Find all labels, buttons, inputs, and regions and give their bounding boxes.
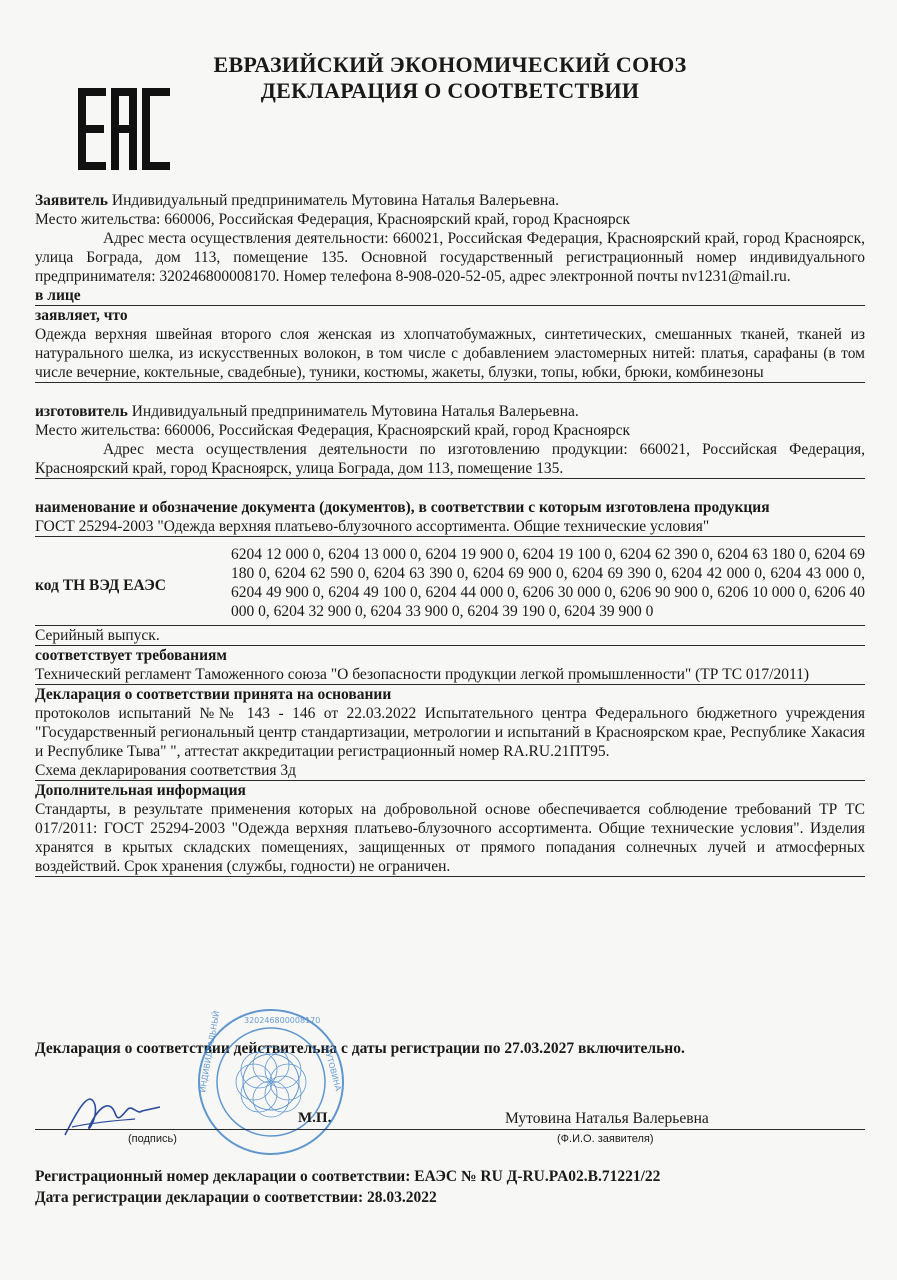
applicant-line [35, 191, 865, 210]
serial-release: Серийный выпуск. [35, 626, 865, 646]
tn-ved-codes: 6204 12 000 0, 6204 13 000 0, 6204 19 900 0, 6204 19 100 0, 6204 62 390 0, 6204 63 180 0, 6204 69 180 0, 6204 62 590 0, 6204 63 390 0, 6204 69 900 0, 6204 69 390 0, 6204 42 000 0, 6204 43 000 0, 6204 49 900 0, 6204 49 100 0, 6204 44 000 0, 6206 30 000 0, 6206 90 900 0, 6206 10 000 0, 6206 40 000 0, 6204 32 900 0, 6204 33 900 0, 6204 39 190 0, 6204 39 900 0 [231, 546, 865, 620]
validity-statement: Декларация о соответствии действительна с даты регистрации по 27.03.2027 включительно. [35, 1040, 685, 1057]
manufacturer-name: Индивидуальный предприниматель Мутовина Наталья Валерьевна. [127, 403, 579, 420]
basis-scheme: Схема декларирования соответствия 3д [35, 761, 865, 781]
manufacturer-label: изготовитель [35, 403, 128, 420]
basis-label: Декларация о соответствии принята на основании [35, 686, 392, 703]
eac-logo [78, 88, 170, 170]
applicant-fio: Мутовина Наталья Валерьевна [505, 1110, 709, 1127]
requirements-label: соответствует требованиям [35, 647, 227, 664]
manufacturer-address: Адрес места осуществления деятельности по изготовлению продукции: 660021, Российская Федерация, Красноярский край, город Красноярск, улица Бограда, дом 113, помещение 135. [35, 441, 865, 477]
tn-ved-label: код ТН ВЭД ЕАЭС [35, 576, 166, 594]
svg-text:320246800008170: 320246800008170 [244, 1016, 321, 1025]
mp-label: М.П. [298, 1110, 332, 1126]
svg-text:ИНДИВИДУАЛЬНЫЙ: ИНДИВИДУАЛЬНЫЙ [198, 1010, 222, 1094]
signature-row [35, 1095, 865, 1145]
product-description: Одежда верхняя швейная второго слоя женская из хлопчатобумажных, синтетических, смешанных тканей, тканей из натурального шелка, из искусственных волокон, в том числе с добавлением эластомерных нитей: платья, сарафаны (в том числе вечерние, коктельные, свадебные), туники, костюмы, жакеты, блузки, топы, юбки, брюки, комбинезоны [35, 326, 865, 381]
declares-label: заявляет, что [35, 307, 128, 324]
additional-text: Стандарты, в результате применения которых на добровольной основе обеспечивается соблюдение требований ТР ТС 017/2011: ГОСТ 25294-2003 "Одежда верхняя платьево-блузочного ассортимента. Общие технические условия". Изделия хранятся в крытых складских помещениях, защищенных от прямого попадания солнечных лучей и атмосферных воздействий. Срок хранения (службы, годности) не ограничен. [35, 801, 865, 875]
applicant-activity: Адрес места осуществления деятельности: 660021, Российская Федерация, Красноярский край, город Красноярск, улица Бограда, дом 113, помещение 135. Основной государственный регистрационный номер индивидуального предпринимателя: 320246800008170. Номер телефона 8-908-020-52-05, адрес электронной почты nv1231@mail.ru. [35, 230, 865, 285]
basis-text: протоколов испытаний №№ 143 - 146 от 22.03.2022 Испытательного центра Федерального бюджетного учреждения "Государственный региональный центр стандартизации, метрологии и испытаний в Красноярском крае, Республике Хакасия и Республике Тыва" ", аттестат аккредитации регистрационный номер RA.RU.21ПТ95. [35, 705, 865, 760]
registration-block [35, 1166, 865, 1208]
requirements-text: Технический регламент Таможенного союза "О безопасности продукции легкой промышленности" (ТР ТС 017/2011) [35, 665, 865, 685]
svg-text:МУТОВИНА: МУТОВИНА [322, 1045, 343, 1092]
applicant-residence: Место жительства: 660006, Российская Федерация, Красноярский край, город Красноярск [35, 211, 631, 228]
document-header [170, 52, 730, 104]
fio-caption: (Ф.И.О. заявителя) [557, 1133, 654, 1145]
manufacturer-line [35, 402, 865, 421]
manufacturer-residence: Место жительства: 660006, Российская Федерация, Красноярский край, город Красноярск [35, 422, 631, 439]
registration-number: Регистрационный номер декларации о соответствии: ЕАЭС № RU Д-RU.PA02.B.71221/22 [35, 1168, 661, 1185]
in-person-label: в лице [35, 286, 865, 306]
standard-doc-text: ГОСТ 25294-2003 "Одежда верхняя платьево-блузочного ассортимента. Общие технические условия" [35, 517, 865, 537]
tn-ved-block [35, 545, 865, 626]
standard-doc-label: наименование и обозначение документа (документов), в соответствии с которым изготовлена продукция [35, 499, 770, 516]
additional-label: Дополнительная информация [35, 782, 246, 799]
document-body [35, 191, 865, 877]
registration-date: Дата регистрации декларации о соответствии: 28.03.2022 [35, 1189, 437, 1206]
signature-caption: (подпись) [128, 1133, 177, 1145]
header-union: ЕВРАЗИЙСКИЙ ЭКОНОМИЧЕСКИЙ СОЮЗ [213, 52, 687, 77]
applicant-name: Индивидуальный предприниматель Мутовина Наталья Валерьевна. [108, 192, 559, 209]
header-title: ДЕКЛАРАЦИЯ О СООТВЕТСТВИИ [260, 78, 640, 103]
applicant-label: Заявитель [35, 192, 109, 209]
